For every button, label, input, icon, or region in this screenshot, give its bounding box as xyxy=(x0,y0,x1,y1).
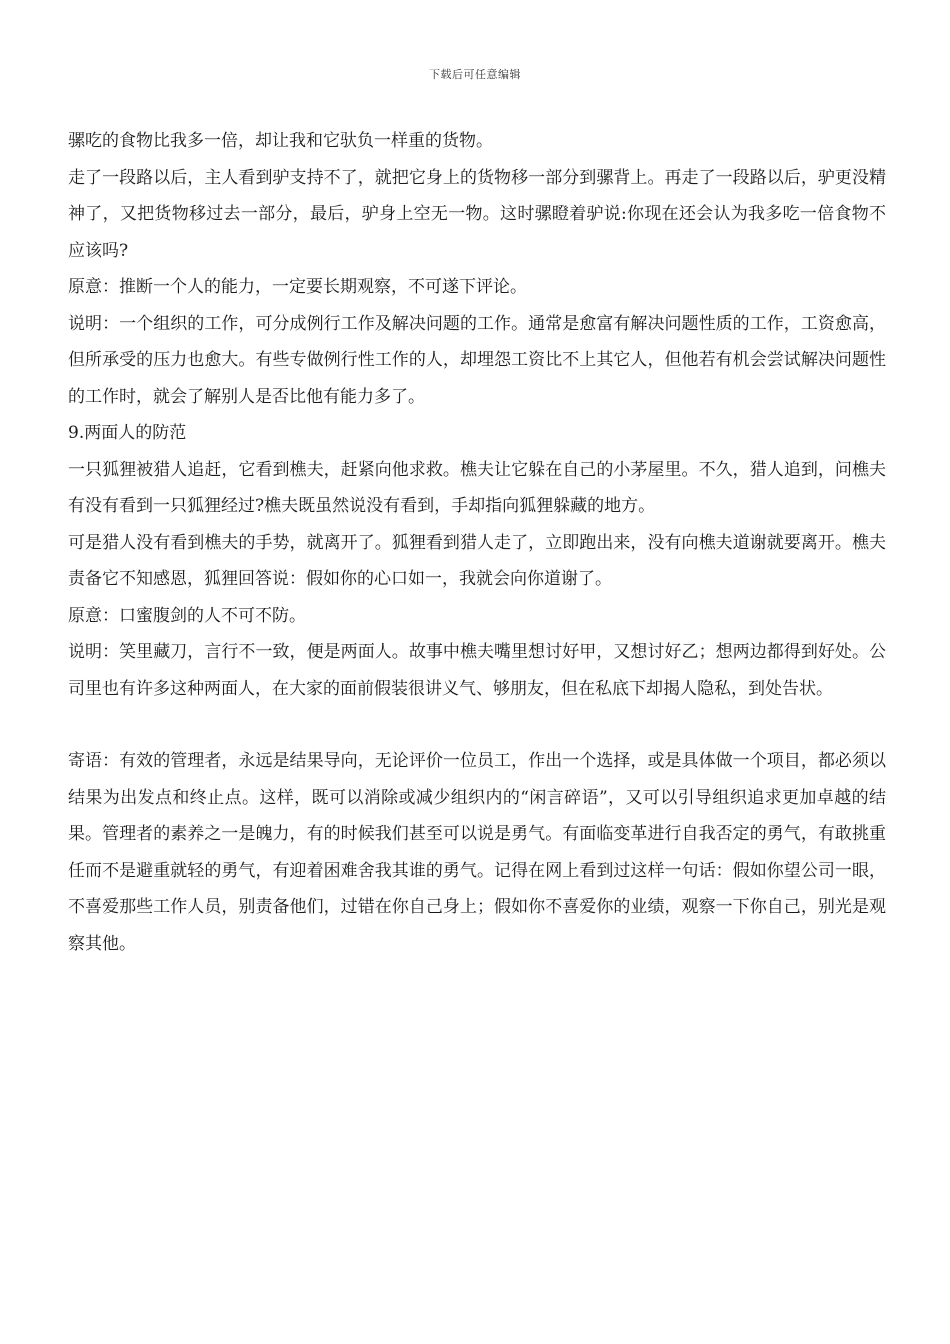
paragraph-mule-food: 骡吃的食物比我多一倍，却让我和它驮负一样重的货物。 xyxy=(68,131,493,151)
paragraph-closing-message: 寄语：有效的管理者，永远是结果导向，无论评价一位员工，作出一个选择，或是具体做一个项目，都必须以结果为出发点和终止点。这样，既可以消除或减少组织内的“闲言碎语”，又可以引导组织追求更加卓越的结果。管理者的素养之一是魄力，有的时候我们甚至可以说是勇气。有面临变革进行自我否定的勇气，有敢挑重任而不是避重就轻的勇气，有迎着困难舍我其谁的勇气。记得在网上看到过这样一句话：假如你望公司一眼，不喜爱那些工作人员，别责备他们，过错在你自己身上；假如你不喜爱你的业绩，观察一下你自己，别光是观察其他。 xyxy=(68,751,886,954)
paragraph-gap xyxy=(68,707,886,743)
paragraph-explanation-2: 说明：笑里藏刀，言行不一致，便是两面人。故事中樵夫嘴里想讨好甲，又想讨好乙；想两边都得到好处。公司里也有许多这种两面人，在大家的面前假装很讲义气、够朋友，但在私底下却揭人隐私，到处告状。 xyxy=(68,642,886,699)
paragraph-fox-story-1: 一只狐狸被猎人追赶，它看到樵夫，赶紧向他求救。樵夫让它躲在自己的小茅屋里。不久，猎人追到，问樵夫有没有看到一只狐狸经过?樵夫既虽然说没有看到，手却指向狐狸躲藏的地方。 xyxy=(68,459,886,516)
document-body xyxy=(68,123,886,962)
paragraph-meaning-1: 原意：推断一个人的能力，一定要长期观察，不可遂下评论。 xyxy=(68,277,527,297)
paragraph-mule-story: 走了一段路以后，主人看到驴支持不了，就把它身上的货物移一部分到骡背上。再走了一段路以后，驴更没精神了，又把货物移过去一部分，最后，驴身上空无一物。这时骡瞪着驴说:你现在还会认为我多吃一倍食物不应该吗? xyxy=(68,167,886,261)
page-header-note: 下载后可任意编辑 xyxy=(429,68,521,81)
paragraph-fox-story-2: 可是猎人没有看到樵夫的手势，就离开了。狐狸看到猎人走了，立即跑出来，没有向樵夫道谢就要离开。樵夫责备它不知感恩，狐狸回答说：假如你的心口如一，我就会向你道谢了。 xyxy=(68,532,886,589)
paragraph-explanation-1: 说明：一个组织的工作，可分成例行工作及解决问题的工作。通常是愈富有解决问题性质的工作，工资愈高，但所承受的压力也愈大。有些专做例行性工作的人，却埋怨工资比不上其它人，但他若有机会尝试解决问题性的工作时，就会了解别人是否比他有能力多了。 xyxy=(68,313,886,407)
section-heading-two-faced: 9.两面人的防范 xyxy=(68,423,187,443)
paragraph-meaning-2: 原意：口蜜腹剑的人不可不防。 xyxy=(68,605,306,626)
